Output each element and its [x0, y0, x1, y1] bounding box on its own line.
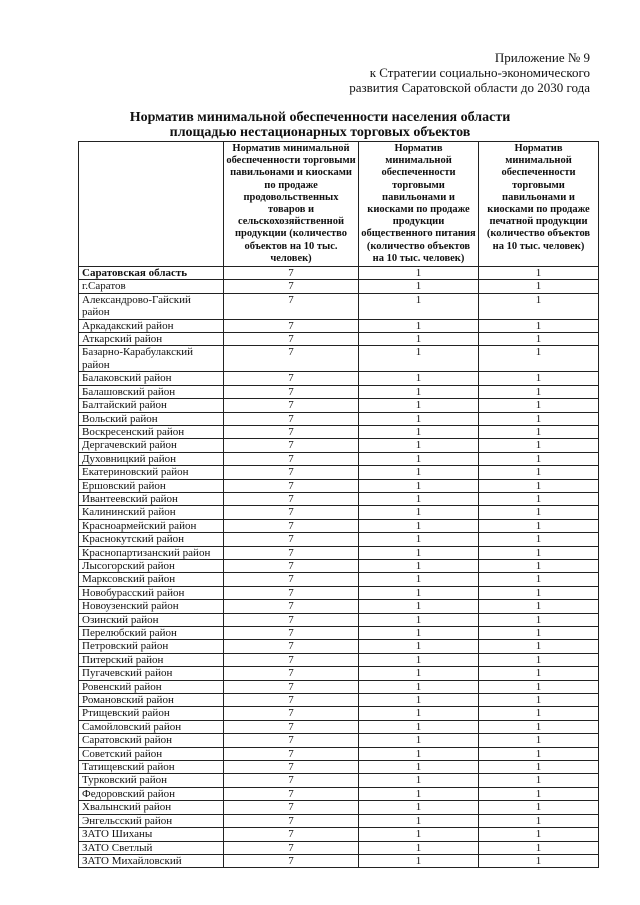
catering-norm: 1 [359, 761, 479, 774]
print-norm: 1 [479, 787, 599, 800]
region-name: Балтайский район [79, 399, 224, 412]
region-name: Федоровский район [79, 787, 224, 800]
table-row [79, 452, 599, 465]
region-name: Базарно-Карабулакский район [79, 346, 224, 372]
catering-norm: 1 [359, 854, 479, 867]
catering-norm: 1 [359, 559, 479, 572]
food-norm: 7 [224, 399, 359, 412]
table-row [79, 559, 599, 572]
region-name: Ртищевский район [79, 707, 224, 720]
region-name: г.Саратов [79, 280, 224, 293]
food-norm: 7 [224, 854, 359, 867]
table-row [79, 653, 599, 666]
table-row [79, 573, 599, 586]
print-norm: 1 [479, 761, 599, 774]
food-norm: 7 [224, 466, 359, 479]
food-norm: 7 [224, 707, 359, 720]
table-row [79, 479, 599, 492]
food-norm: 7 [224, 600, 359, 613]
table-row [79, 425, 599, 438]
region-name: ЗАТО Светлый [79, 841, 224, 854]
print-norm: 1 [479, 559, 599, 572]
print-norm: 1 [479, 346, 599, 372]
food-norm: 7 [224, 787, 359, 800]
region-name: Дергачевский район [79, 439, 224, 452]
food-norm: 7 [224, 425, 359, 438]
print-norm: 1 [479, 720, 599, 733]
catering-norm: 1 [359, 787, 479, 800]
food-norm: 7 [224, 734, 359, 747]
food-norm: 7 [224, 546, 359, 559]
region-name: Саратовский район [79, 734, 224, 747]
print-norm: 1 [479, 519, 599, 532]
table-row [79, 694, 599, 707]
header-food-products: Норматив минимальной обеспеченности торговыми павильонами и киосками по продаже продовольственных товаров и сельскохозяйственной продукции (количество объектов на 10 тыс. человек) [224, 142, 359, 267]
table-header-row [79, 142, 599, 267]
print-norm: 1 [479, 479, 599, 492]
table-row [79, 439, 599, 452]
region-name: Самойловский район [79, 720, 224, 733]
print-norm: 1 [479, 466, 599, 479]
region-name: Петровский район [79, 640, 224, 653]
print-norm: 1 [479, 680, 599, 693]
food-norm: 7 [224, 293, 359, 319]
table-row [79, 533, 599, 546]
catering-norm: 1 [359, 293, 479, 319]
document-title-line-1: Норматив минимальной обеспеченности населения области [129, 110, 511, 125]
print-norm: 1 [479, 667, 599, 680]
catering-norm: 1 [359, 479, 479, 492]
region-name: Питерский район [79, 653, 224, 666]
region-name: Саратовская область [79, 267, 224, 280]
print-norm: 1 [479, 734, 599, 747]
table-row [79, 841, 599, 854]
region-name: Аркадакский район [79, 319, 224, 332]
table-row [79, 640, 599, 653]
catering-norm: 1 [359, 747, 479, 760]
catering-norm: 1 [359, 280, 479, 293]
food-norm: 7 [224, 346, 359, 372]
region-name: Воскресенский район [79, 425, 224, 438]
table-row [79, 627, 599, 640]
table-row [79, 412, 599, 425]
table-row [79, 747, 599, 760]
table-row [79, 319, 599, 332]
print-norm: 1 [479, 319, 599, 332]
print-norm: 1 [479, 586, 599, 599]
food-norm: 7 [224, 774, 359, 787]
catering-norm: 1 [359, 734, 479, 747]
catering-norm: 1 [359, 828, 479, 841]
print-norm: 1 [479, 627, 599, 640]
table-row [79, 492, 599, 505]
region-name: Красноармейский район [79, 519, 224, 532]
food-norm: 7 [224, 452, 359, 465]
print-norm: 1 [479, 280, 599, 293]
table-row [79, 613, 599, 626]
catering-norm: 1 [359, 492, 479, 505]
header-public-catering: Норматив минимальной обеспеченности торговыми павильонами и киосками по продаже продукции общественного питания (количество объектов на 10 тыс. человек) [359, 142, 479, 267]
print-norm: 1 [479, 707, 599, 720]
table-row [79, 385, 599, 398]
print-norm: 1 [479, 613, 599, 626]
region-name: ЗАТО Михайловский [79, 854, 224, 867]
catering-norm: 1 [359, 680, 479, 693]
catering-norm: 1 [359, 267, 479, 280]
print-norm: 1 [479, 828, 599, 841]
region-name: Романовский район [79, 694, 224, 707]
appendix-strategy-line: к Стратегии социально-экономического [369, 65, 590, 80]
food-norm: 7 [224, 492, 359, 505]
region-name: Марксовский район [79, 573, 224, 586]
catering-norm: 1 [359, 399, 479, 412]
table-row [79, 854, 599, 867]
food-norm: 7 [224, 506, 359, 519]
print-norm: 1 [479, 439, 599, 452]
table-row [79, 680, 599, 693]
catering-norm: 1 [359, 519, 479, 532]
print-norm: 1 [479, 640, 599, 653]
catering-norm: 1 [359, 452, 479, 465]
table-row [79, 774, 599, 787]
food-norm: 7 [224, 533, 359, 546]
print-norm: 1 [479, 841, 599, 854]
appendix-heading [290, 50, 590, 95]
region-name: Советский район [79, 747, 224, 760]
print-norm: 1 [479, 533, 599, 546]
region-name: Ровенский район [79, 680, 224, 693]
food-norm: 7 [224, 385, 359, 398]
print-norm: 1 [479, 653, 599, 666]
print-norm: 1 [479, 600, 599, 613]
catering-norm: 1 [359, 546, 479, 559]
food-norm: 7 [224, 761, 359, 774]
table-row [79, 346, 599, 372]
food-norm: 7 [224, 586, 359, 599]
print-norm: 1 [479, 267, 599, 280]
food-norm: 7 [224, 372, 359, 385]
region-name: Новоузенский район [79, 600, 224, 613]
region-name: Духовницкий район [79, 452, 224, 465]
print-norm: 1 [479, 506, 599, 519]
region-name: Краснопартизанский район [79, 546, 224, 559]
food-norm: 7 [224, 479, 359, 492]
food-norm: 7 [224, 694, 359, 707]
catering-norm: 1 [359, 640, 479, 653]
table-row [79, 293, 599, 319]
catering-norm: 1 [359, 372, 479, 385]
print-norm: 1 [479, 399, 599, 412]
region-name: Перелюбский район [79, 627, 224, 640]
catering-norm: 1 [359, 774, 479, 787]
table-row [79, 506, 599, 519]
appendix-strategy-line-2: развития Саратовской области до 2030 года [349, 80, 590, 95]
print-norm: 1 [479, 854, 599, 867]
table-row [79, 667, 599, 680]
catering-norm: 1 [359, 814, 479, 827]
print-norm: 1 [479, 385, 599, 398]
table-row [79, 333, 599, 346]
catering-norm: 1 [359, 600, 479, 613]
food-norm: 7 [224, 720, 359, 733]
food-norm: 7 [224, 280, 359, 293]
catering-norm: 1 [359, 385, 479, 398]
table-row [79, 466, 599, 479]
catering-norm: 1 [359, 801, 479, 814]
catering-norm: 1 [359, 333, 479, 346]
print-norm: 1 [479, 801, 599, 814]
document-title-line-2: площадью нестационарных торговых объектов [169, 125, 471, 140]
table-row [79, 600, 599, 613]
food-norm: 7 [224, 667, 359, 680]
region-name: Озинский район [79, 613, 224, 626]
region-name: Хвалынский район [79, 801, 224, 814]
region-name: Турковский район [79, 774, 224, 787]
food-norm: 7 [224, 333, 359, 346]
catering-norm: 1 [359, 667, 479, 680]
food-norm: 7 [224, 559, 359, 572]
catering-norm: 1 [359, 841, 479, 854]
region-name: Александрово-Гайский район [79, 293, 224, 319]
catering-norm: 1 [359, 466, 479, 479]
table-row [79, 280, 599, 293]
header-region [79, 142, 224, 267]
print-norm: 1 [479, 747, 599, 760]
print-norm: 1 [479, 293, 599, 319]
region-name: Энгельсский район [79, 814, 224, 827]
food-norm: 7 [224, 319, 359, 332]
print-norm: 1 [479, 333, 599, 346]
appendix-number: Приложение № 9 [494, 50, 590, 65]
food-norm: 7 [224, 627, 359, 640]
catering-norm: 1 [359, 412, 479, 425]
document-title [0, 110, 640, 140]
region-name: Калининский район [79, 506, 224, 519]
food-norm: 7 [224, 801, 359, 814]
print-norm: 1 [479, 372, 599, 385]
catering-norm: 1 [359, 707, 479, 720]
table-row [79, 399, 599, 412]
food-norm: 7 [224, 519, 359, 532]
catering-norm: 1 [359, 627, 479, 640]
catering-norm: 1 [359, 694, 479, 707]
region-name: Аткарский район [79, 333, 224, 346]
region-name: Новобурасский район [79, 586, 224, 599]
catering-norm: 1 [359, 573, 479, 586]
print-norm: 1 [479, 425, 599, 438]
table-row [79, 761, 599, 774]
table-row [79, 720, 599, 733]
region-name: Вольский район [79, 412, 224, 425]
print-norm: 1 [479, 452, 599, 465]
food-norm: 7 [224, 814, 359, 827]
catering-norm: 1 [359, 720, 479, 733]
food-norm: 7 [224, 828, 359, 841]
catering-norm: 1 [359, 613, 479, 626]
table-row [79, 707, 599, 720]
catering-norm: 1 [359, 319, 479, 332]
catering-norm: 1 [359, 653, 479, 666]
table-row [79, 519, 599, 532]
region-name: Лысогорский район [79, 559, 224, 572]
region-name: Пугачевский район [79, 667, 224, 680]
region-name: Татищевский район [79, 761, 224, 774]
region-name: Ивантеевский район [79, 492, 224, 505]
food-norm: 7 [224, 680, 359, 693]
table-row [79, 828, 599, 841]
table-row [79, 814, 599, 827]
table-row [79, 734, 599, 747]
print-norm: 1 [479, 546, 599, 559]
print-norm: 1 [479, 814, 599, 827]
food-norm: 7 [224, 640, 359, 653]
food-norm: 7 [224, 439, 359, 452]
catering-norm: 1 [359, 506, 479, 519]
catering-norm: 1 [359, 346, 479, 372]
catering-norm: 1 [359, 439, 479, 452]
table-row [79, 372, 599, 385]
catering-norm: 1 [359, 586, 479, 599]
print-norm: 1 [479, 694, 599, 707]
food-norm: 7 [224, 412, 359, 425]
print-norm: 1 [479, 492, 599, 505]
food-norm: 7 [224, 747, 359, 760]
food-norm: 7 [224, 841, 359, 854]
region-name: Краснокутский район [79, 533, 224, 546]
table-row [79, 586, 599, 599]
header-printed-products: Норматив минимальной обеспеченности торговыми павильонами и киосками по продаже печатной продукции (количество объектов на 10 тыс. человек) [479, 142, 599, 267]
food-norm: 7 [224, 267, 359, 280]
print-norm: 1 [479, 774, 599, 787]
region-name: Балашовский район [79, 385, 224, 398]
region-name: Балаковский район [79, 372, 224, 385]
food-norm: 7 [224, 573, 359, 586]
print-norm: 1 [479, 412, 599, 425]
catering-norm: 1 [359, 425, 479, 438]
table-row [79, 801, 599, 814]
food-norm: 7 [224, 613, 359, 626]
norms-table [78, 141, 599, 868]
table-row [79, 787, 599, 800]
table-row [79, 546, 599, 559]
table-body [79, 267, 599, 868]
region-name: Екатериновский район [79, 466, 224, 479]
food-norm: 7 [224, 653, 359, 666]
region-name: Ершовский район [79, 479, 224, 492]
print-norm: 1 [479, 573, 599, 586]
region-name: ЗАТО Шиханы [79, 828, 224, 841]
table-row [79, 267, 599, 280]
catering-norm: 1 [359, 533, 479, 546]
